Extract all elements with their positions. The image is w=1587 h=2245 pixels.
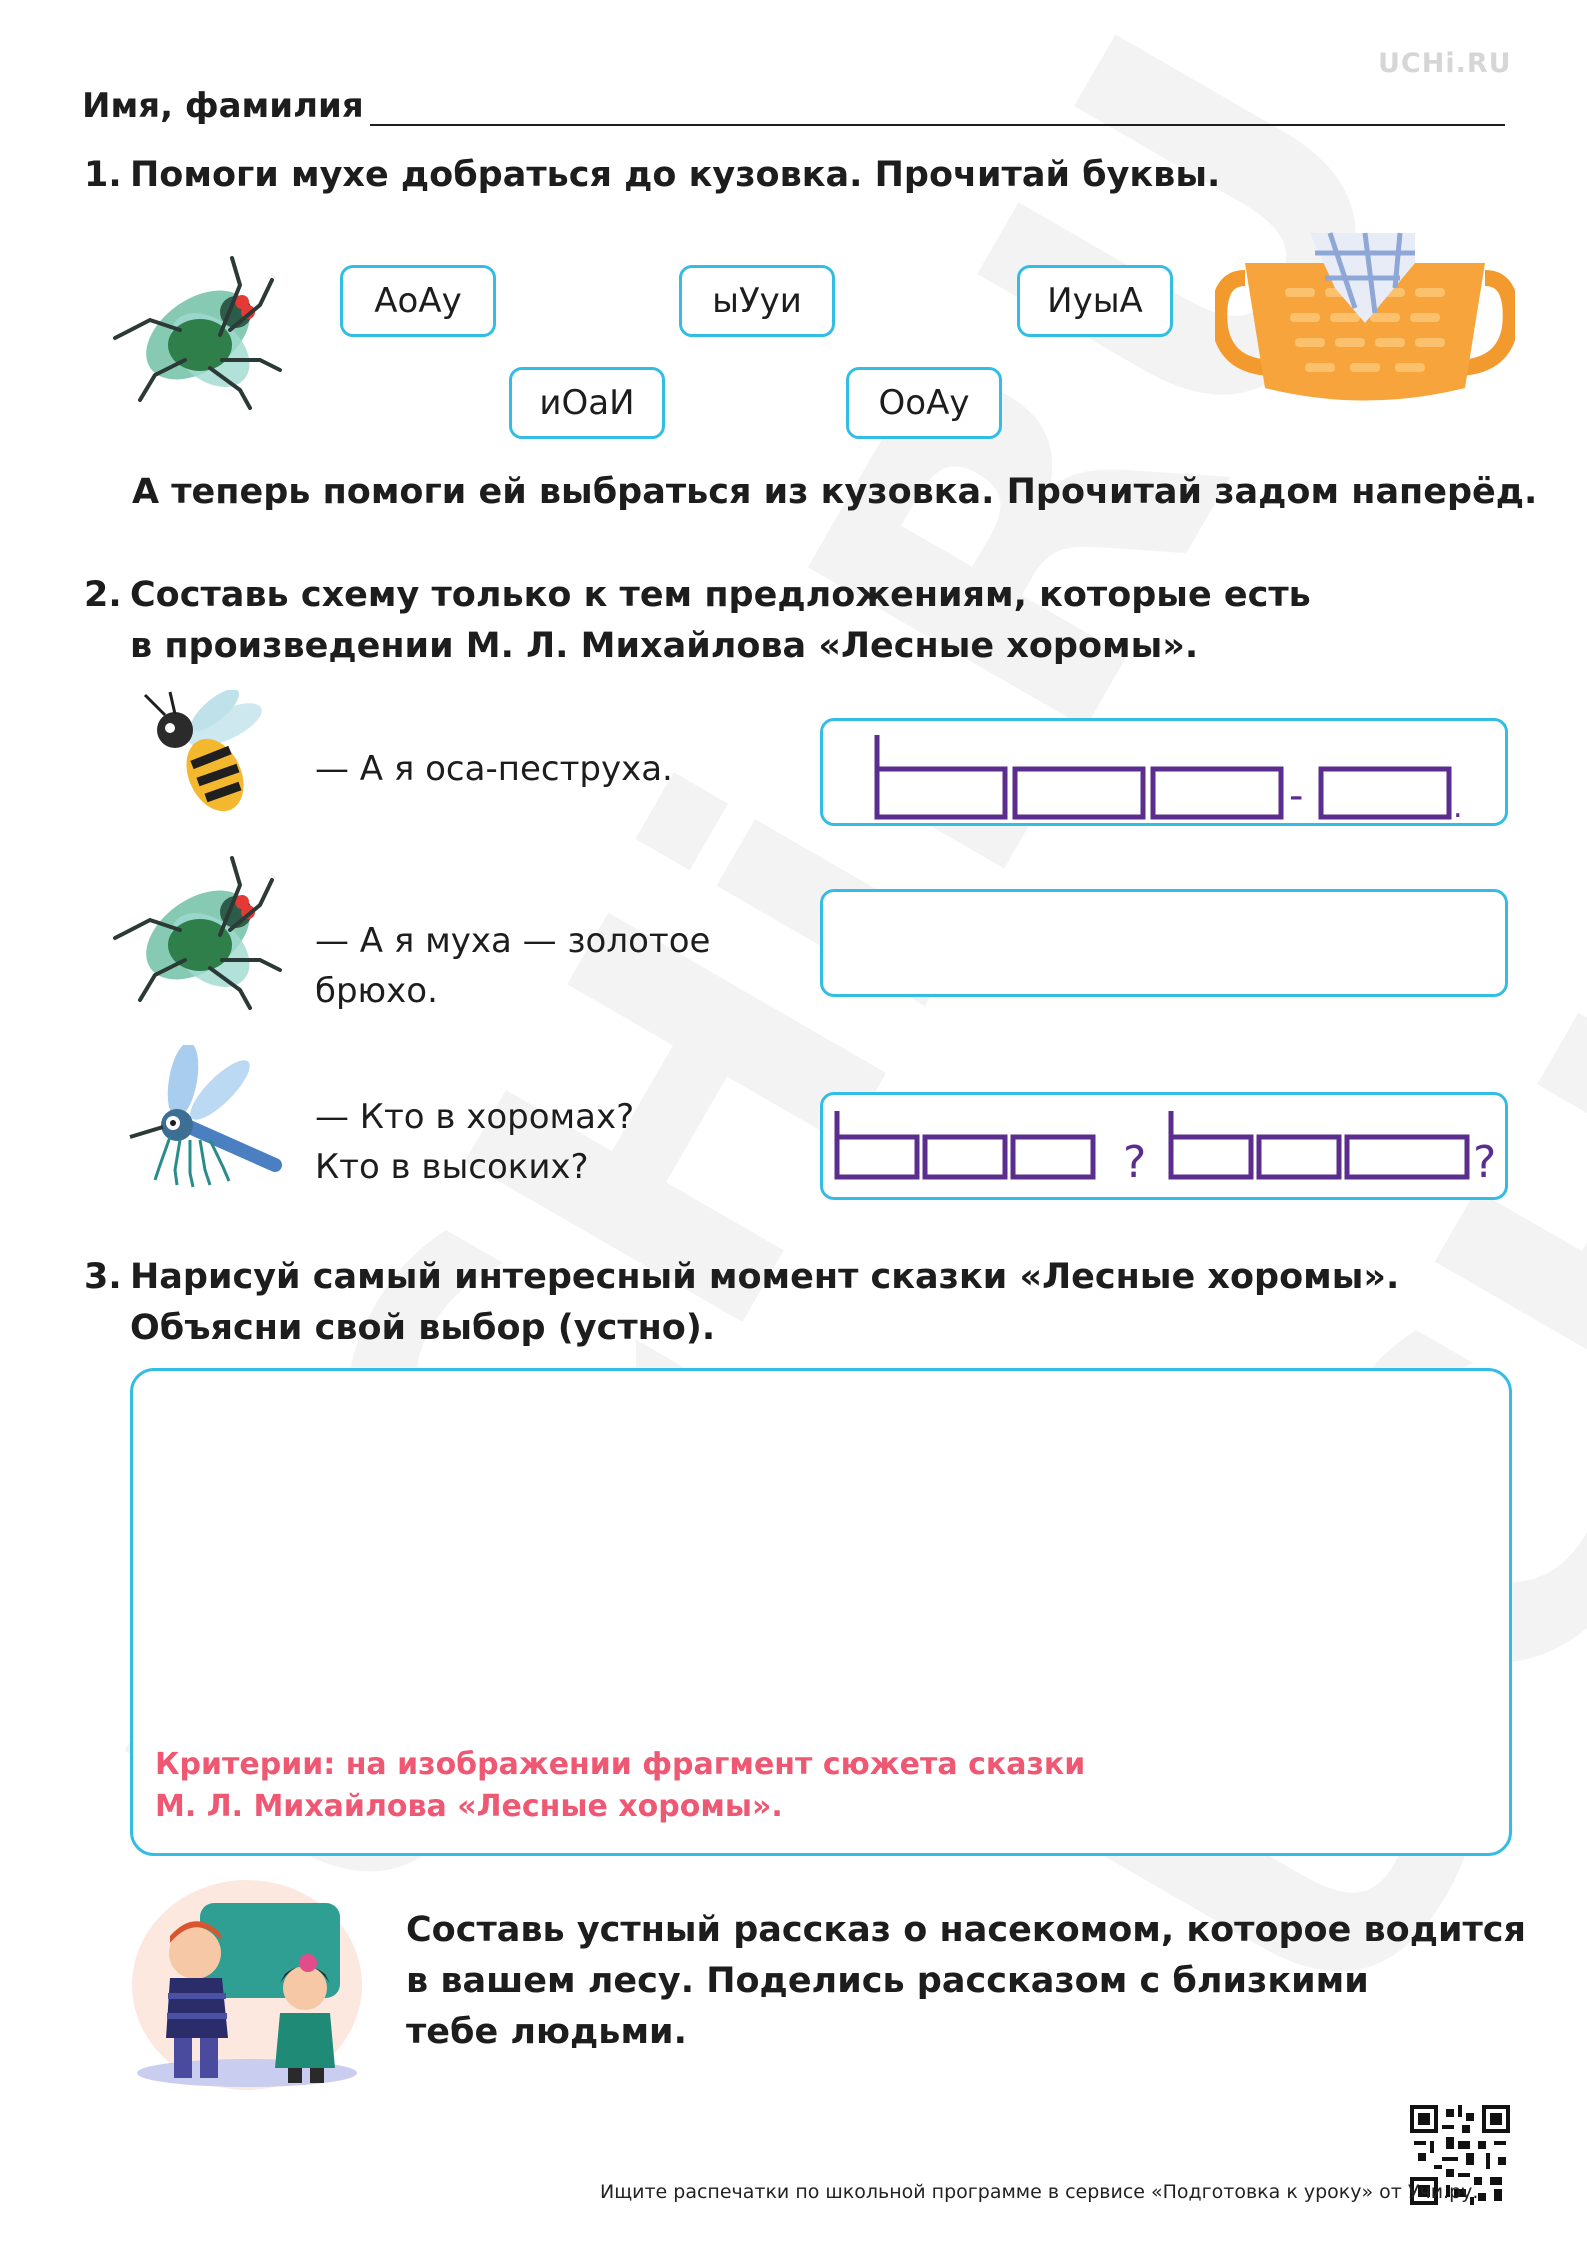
bonus-line2: в вашем лесу. Поделись рассказом с близкими	[406, 1961, 1369, 2001]
footer-text: Ищите распечатки по школьной программе в сервисе «Подготовка к уроку» от Учи.ру.	[600, 2181, 1479, 2203]
task-title-line1: Нарисуй самый интересный момент сказки «Лесные хоромы».	[130, 1257, 1400, 1297]
task-title: Помоги мухе добраться до кузовка. Прочитай буквы.	[130, 155, 1221, 195]
letter-box: ОоАу	[846, 367, 1002, 439]
task-number: 3.	[84, 1257, 122, 1297]
letter-box: ИуыА	[1017, 265, 1173, 337]
hyphen-mark: -	[1289, 773, 1304, 819]
letter-box: АоАу	[340, 265, 496, 337]
children-illustration	[130, 1878, 365, 2093]
task1-heading	[84, 150, 1484, 202]
name-label: Имя, фамилия	[82, 86, 364, 126]
bonus-text	[406, 1905, 1526, 2058]
basket-icon	[1215, 218, 1515, 408]
sentence-1: — А я оса-пеструха.	[315, 749, 673, 789]
name-input-line[interactable]	[370, 124, 1505, 126]
scheme-box-2[interactable]	[820, 889, 1508, 997]
sentence-scheme	[823, 721, 1505, 823]
sentence-3-line2: Кто в высоких?	[315, 1147, 589, 1187]
task-number: 1.	[84, 155, 122, 195]
sentence-2-line2: брюхо.	[315, 971, 438, 1011]
sentence-2-line1: — А я муха — золотое	[315, 921, 711, 961]
letter-box: иОаИ	[509, 367, 665, 439]
mosquito-icon	[125, 1045, 285, 1195]
brand-logo: UCHi.RU	[1378, 48, 1512, 79]
task-title-line1: Составь схему только к тем предложениям, которые есть	[130, 575, 1311, 615]
question-mark: ?	[1473, 1137, 1497, 1188]
task3-heading	[84, 1252, 1534, 1356]
bonus-line3: тебе людьми.	[406, 2012, 687, 2052]
scheme-box-3[interactable]	[820, 1092, 1508, 1200]
task2-heading	[84, 570, 1504, 674]
fly-icon	[110, 850, 285, 1010]
criteria	[155, 1744, 1085, 1828]
letter-box: ыУуи	[679, 265, 835, 337]
question-mark: ?	[1123, 1137, 1147, 1188]
task1-subtitle: А теперь помоги ей выбраться из кузовка. Прочитай задом наперёд.	[132, 472, 1538, 512]
sentence-scheme	[823, 1095, 1505, 1197]
scheme-box-1[interactable]	[820, 718, 1508, 826]
wasp-icon	[130, 690, 280, 820]
task-title-line2: Объясни свой выбор (устно).	[130, 1308, 716, 1348]
task-title-line2: в произведении М. Л. Михайлова «Лесные хоромы».	[130, 626, 1199, 666]
task-number: 2.	[84, 575, 122, 615]
sentence-3-line1: — Кто в хоромах?	[315, 1097, 635, 1137]
fly-icon	[110, 250, 285, 410]
criteria-line1: Критерии: на изображении фрагмент сюжета сказки	[155, 1747, 1086, 1782]
bonus-line1: Составь устный рассказ о насекомом, которое водится	[406, 1910, 1526, 1950]
criteria-line2: М. Л. Михайлова «Лесные хоромы».	[155, 1789, 783, 1824]
period-mark: .	[1453, 790, 1463, 823]
